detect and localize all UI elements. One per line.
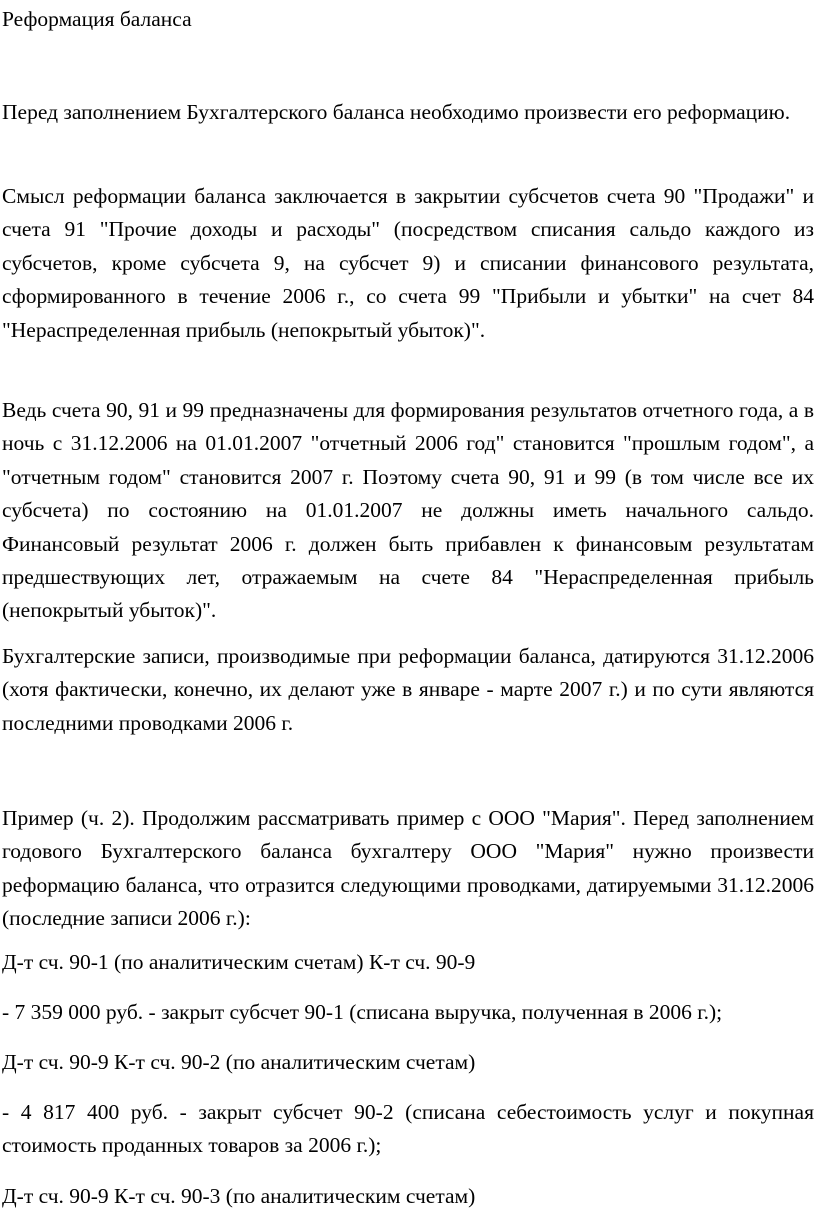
paragraph-accounts: Ведь счета 90, 91 и 99 предназначены для формирования результатов отчетного года, а в ночь с 31.12.2006 на 01.01.2007 "отчетный 2006 год" становится "прошлым годом", а "отчетным годом" становится 2007 г. Поэтому счета 90, 91 и 99 (в том числе все их субсчета) по состоянию на 01.01.2007 не должны иметь начального сальдо. Финансовый результат 2006 г. должен быть прибавлен к финансовым результатам предшествующих лет, отражаемым на счете 84 "Нераспределенная прибыль (непокрытый убыток)". bbox=[2, 398, 814, 623]
entry-line-1: Д-т сч. 90-1 (по аналитическим счетам) К-т сч. 90-9 bbox=[2, 950, 476, 974]
entry-line-4: - 4 817 400 руб. - закрыт субсчет 90-2 (списана себестоимость услуг и покупная стоимость проданных товаров за 2006 г.); bbox=[2, 1100, 814, 1158]
paragraph-meaning: Смысл реформации баланса заключается в закрытии субсчетов счета 90 "Продажи" и счета 91 "Прочие доходы и расходы" (посредством списания сальдо каждого из субсчетов, кроме субсчета 9, на субсчет 9) и списании финансового результата, сформированного в течение 2006 г., со счета 99 "Прибыли и убытки" на счет 84 "Нераспределенная прибыль (непокрытый убыток)". bbox=[2, 184, 814, 342]
paragraph-records-date: Бухгалтерские записи, производимые при реформации баланса, датируются 31.12.2006 (хотя фактически, конечно, их делают уже в январе - марте 2007 г.) и по сути являются последними проводками 2006 г. bbox=[2, 644, 814, 735]
paragraph-example: Пример (ч. 2). Продолжим рассматривать пример с ООО "Мария". Перед заполнением годового Бухгалтерского баланса бухгалтеру ООО "Мария" нужно произвести реформацию баланса, что отразится следующими проводками, датируемыми 31.12.2006 (последние записи 2006 г.): bbox=[2, 806, 814, 931]
document-title: Реформация баланса bbox=[2, 7, 192, 31]
paragraph-intro: Перед заполнением Бухгалтерского баланса необходимо произвести его реформацию. bbox=[2, 100, 791, 124]
entry-line-2: - 7 359 000 руб. - закрыт субсчет 90-1 (списана выручка, полученная в 2006 г.); bbox=[2, 1000, 723, 1024]
entry-line-3: Д-т сч. 90-9 К-т сч. 90-2 (по аналитическим счетам) bbox=[2, 1050, 476, 1074]
entry-line-5: Д-т сч. 90-9 К-т сч. 90-3 (по аналитическим счетам) bbox=[2, 1184, 476, 1208]
